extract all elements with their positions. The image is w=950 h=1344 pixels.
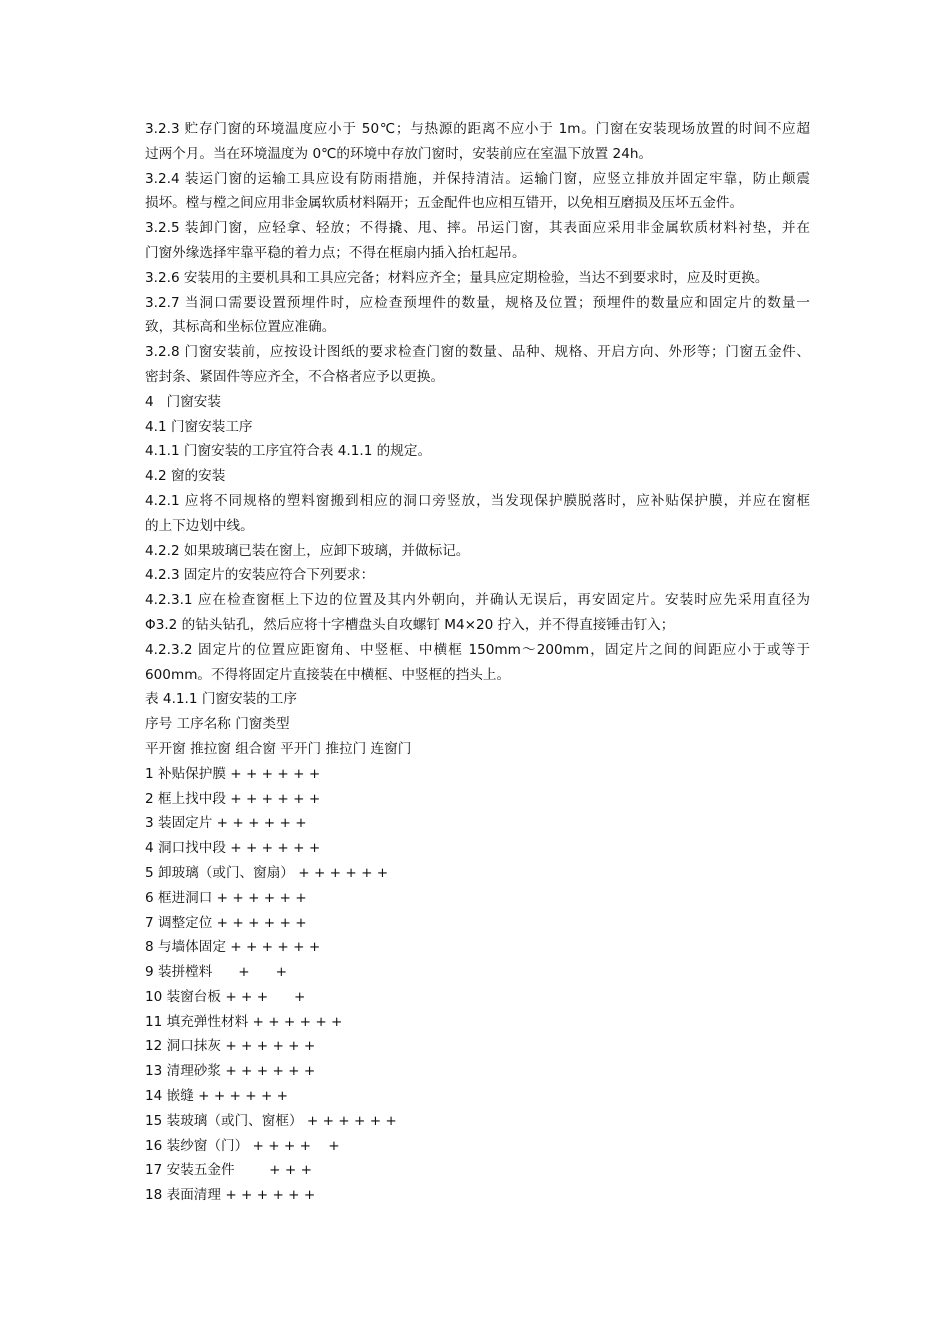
text-line: 4.2.2 如果玻璃已装在窗上，应卸下玻璃，并做标记。 (145, 542, 470, 559)
text-line: 6 框进洞口 + + + + + + (145, 889, 307, 906)
text-line: 8 与墙体固定 + + + + + + (145, 939, 321, 956)
text-line: 4.2.1 应将不同规格的塑料窗搬到相应的洞口旁竖放，当发现保护膜脱落时，应补贴保护膜，并应在窗框 (145, 492, 810, 509)
text-line: 13 清理砂浆 + + + + + + (145, 1063, 316, 1080)
text-line: 3.2.6 安装用的主要机具和工具应完备；材料应齐全；量具应定期检验，当达不到要求时，应及时更换。 (145, 269, 769, 286)
text-line: 18 表面清理 + + + + + + (145, 1187, 316, 1204)
text-line: 4.2.3.1 应在检查窗框上下边的位置及其内外朝向，并确认无误后，再安固定片。安装时应先采用直径为 (145, 592, 810, 609)
text-line: 的上下边划中线。 (145, 517, 254, 534)
text-line: 4.2.3.2 固定片的位置应距窗角、中竖框、中横框 150mm～200mm，固定片之间的间距应小于或等于 (145, 641, 810, 658)
text-line: 3.2.3 贮存门窗的环境温度应小于 50℃；与热源的距离不应小于 1m。门窗在安装现场放置的时间不应超 (145, 121, 810, 137)
text-line: 11 填充弹性材料 + + + + + + (145, 1013, 343, 1030)
text-line: 损坏。樘与樘之间应用非金属软质材料隔开；五金配件也应相互错开，以免相互磨损及压坏五金件。 (145, 195, 744, 212)
text-line: 4 门窗安装 (145, 393, 221, 410)
text-line: 16 装纱窗（门） + + + + + (145, 1137, 340, 1154)
text-line: 7 调整定位 + + + + + + (145, 914, 307, 931)
text-line: 5 卸玻璃（或门、窗扇） + + + + + + (145, 864, 389, 881)
text-line: 14 嵌缝 + + + + + + (145, 1088, 289, 1105)
text-line: 平开窗 推拉窗 组合窗 平开门 推拉门 连窗门 (145, 740, 412, 757)
text-line: 600mm。不得将固定片直接装在中横框、中竖框的挡头上。 (145, 666, 511, 683)
text-line: 1 补贴保护膜 + + + + + + (145, 765, 321, 782)
text-line: 3 装固定片 + + + + + + (145, 815, 307, 832)
text-line: 10 装窗台板 + + + + (145, 988, 306, 1005)
text-line: 9 装拼樘料 + + (145, 964, 287, 981)
text-line: 2 框上找中段 + + + + + + (145, 790, 321, 807)
text-line: 3.2.5 装卸门窗，应轻拿、轻放；不得撬、甩、摔。吊运门窗，其表面应采用非金属软质材料衬垫，并在 (145, 220, 810, 237)
text-line: 过两个月。当在环境温度为 0℃的环境中存放门窗时，安装前应在室温下放置 24h。 (145, 145, 653, 162)
text-line: 4.2 窗的安装 (145, 468, 226, 485)
text-line: 致，其标高和坐标位置应准确。 (145, 319, 336, 336)
document-body (145, 117, 810, 1208)
text-line: 4.1.1 门窗安装的工序宜符合表 4.1.1 的规定。 (145, 443, 432, 460)
text-line: 3.2.8 门窗安装前，应按设计图纸的要求检查门窗的数量、品种、规格、开启方向、外形等；门窗五金件、 (145, 344, 810, 361)
text-line: 3.2.7 当洞口需要设置预埋件时，应检查预埋件的数量，规格及位置；预埋件的数量应和固定片的数量一 (145, 294, 810, 311)
text-line: 4 洞口找中段 + + + + + + (145, 840, 321, 857)
text-line: 表 4.1.1 门窗安装的工序 (145, 691, 297, 708)
text-line: 4.2.3 固定片的安装应符合下列要求： (145, 567, 375, 584)
text-line: 密封条、紧固件等应齐全，不合格者应予以更换。 (145, 368, 445, 385)
text-line: 门窗外缘选择牢靠平稳的着力点；不得在框扇内插入抬杠起吊。 (145, 244, 526, 261)
text-line: 17 安装五金件 + + + (145, 1162, 312, 1179)
text-line: 序号 工序名称 门窗类型 (145, 716, 290, 733)
text-line: Φ3.2 的钻头钻孔，然后应将十字槽盘头自攻螺钉 M4×20 拧入，并不得直接锤击钉入； (145, 616, 675, 633)
text-line: 12 洞口抹灰 + + + + + + (145, 1038, 316, 1055)
text-line: 15 装玻璃（或门、窗框） + + + + + + (145, 1112, 397, 1129)
text-line: 4.1 门窗安装工序 (145, 418, 253, 435)
text-line: 3.2.4 装运门窗的运输工具应设有防雨措施，并保持清洁。运输门窗，应竖立排放并固定牢靠，防止颠震 (145, 170, 810, 187)
